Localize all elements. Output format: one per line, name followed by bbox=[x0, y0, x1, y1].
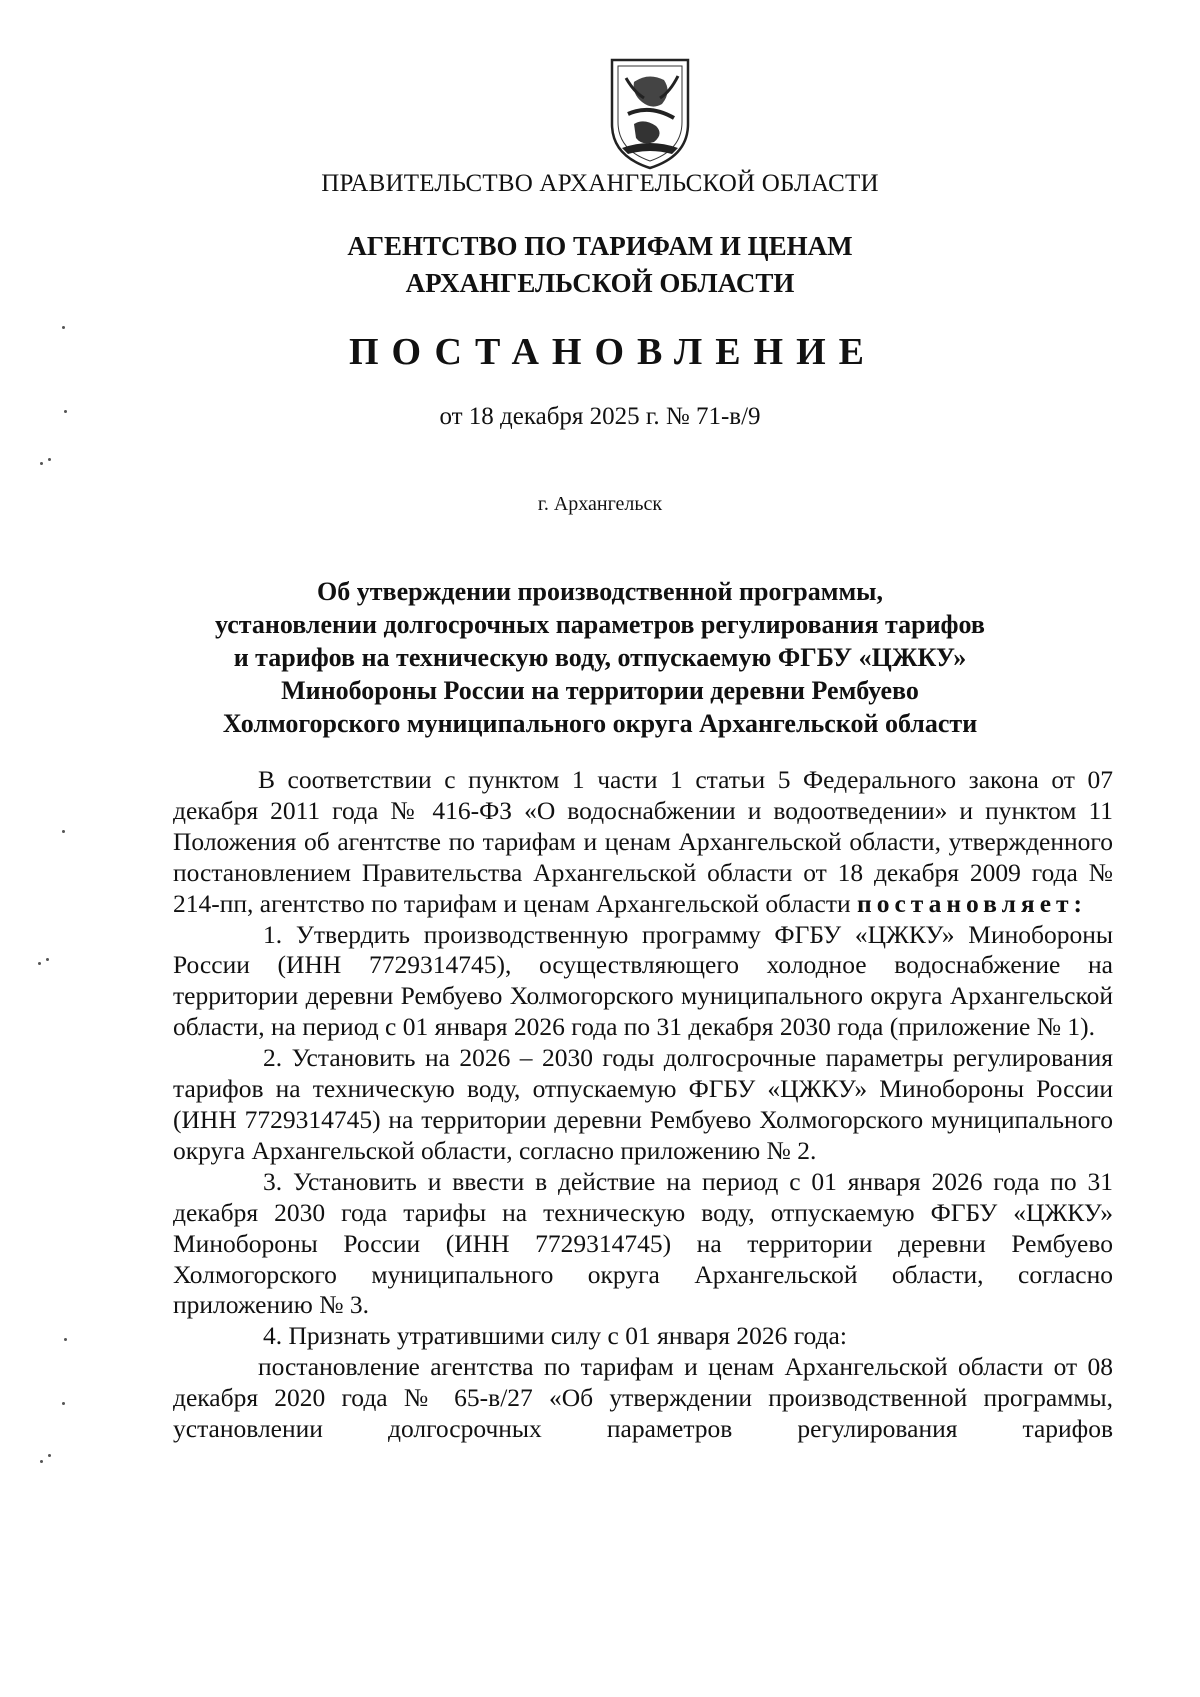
title-line2: установлении долгосрочных параметров регулирования тарифов bbox=[215, 610, 985, 639]
item-4-text: постановление агентства по тарифам и ценам Архангельской области от 08 декабря 2020 года № 65-в/27 «Об утверждении производственной программы, установлении долгосрочных параметров регулирования тарифов bbox=[173, 1352, 1113, 1444]
preamble-paragraph bbox=[173, 765, 1113, 920]
title-line4: Минобороны России на территории деревни Рембуево bbox=[281, 676, 919, 705]
document-city: г. Архангельск bbox=[537, 493, 663, 515]
title-line1: Об утверждении производственной программы, bbox=[317, 577, 883, 606]
agency-name-line2: АРХАНГЕЛЬСКОЙ ОБЛАСТИ bbox=[405, 268, 795, 298]
title-line3: и тарифов на техническую воду, отпускаемую ФГБУ «ЦЖКУ» bbox=[233, 643, 967, 672]
resolves-word: постановляет: bbox=[857, 888, 1088, 918]
item-3: 3. Установить и ввести в действие на период с 01 января 2026 года по 31 декабря 2030 года тарифы на техническую воду, отпускаемую ФГБУ «ЦЖКУ» Минобороны России (ИНН 7729314745) на территории деревни Рембуево Холмогорского муниципального округа Архангельской области, согласно приложению № 3. bbox=[173, 1166, 1113, 1320]
item-1: 1. Утвердить производственную программу ФГБУ «ЦЖКУ» Минобороны России (ИНН 7729314745), осуществляющего холодное водоснабжение на территории деревни Рембуево Холмогорского муниципального округа Архангельской области, на период с 01 января 2026 года по 31 декабря 2030 года (приложение № 1). bbox=[173, 919, 1113, 1042]
preamble-text: В соответствии с пунктом 1 части 1 статьи 5 Федерального закона от 07 декабря 2011 года № 416-ФЗ «О водоснабжении и водоотведении» и пунктом 11 Положения об агентстве по тарифам и ценам Архангельской области, утвержденного постановлением Правительства Архангельской области от 18 декабря 2009 года № 214-пп, агентство по тарифам и ценам Архангельской области bbox=[173, 765, 1113, 918]
government-name: ПРАВИТЕЛЬСТВО АРХАНГЕЛЬСКОЙ ОБЛАСТИ bbox=[321, 170, 879, 197]
document-type: ПОСТАНОВЛЕНИЕ bbox=[348, 331, 878, 373]
document-body bbox=[173, 765, 1113, 1445]
document-title bbox=[0, 575, 1200, 740]
agency-name bbox=[0, 228, 1200, 302]
agency-name-line1: АГЕНТСТВО ПО ТАРИФАМ И ЦЕНАМ bbox=[347, 231, 853, 261]
document-date-number: от 18 декабря 2025 г. № 71-в/9 bbox=[439, 403, 761, 430]
coat-of-arms-emblem bbox=[604, 52, 696, 172]
title-line5: Холмогорского муниципального округа Архангельской области bbox=[222, 709, 978, 738]
item-2: 2. Установить на 2026 – 2030 годы долгосрочные параметры регулирования тарифов на техническую воду, отпускаемую ФГБУ «ЦЖКУ» Минобороны России (ИНН 7729314745) на территории деревни Рембуево Холмогорского муниципального округа Архангельской области, согласно приложению № 2. bbox=[173, 1043, 1113, 1165]
item-4: 4. Признать утратившими силу с 01 января 2026 года: bbox=[263, 1321, 847, 1351]
